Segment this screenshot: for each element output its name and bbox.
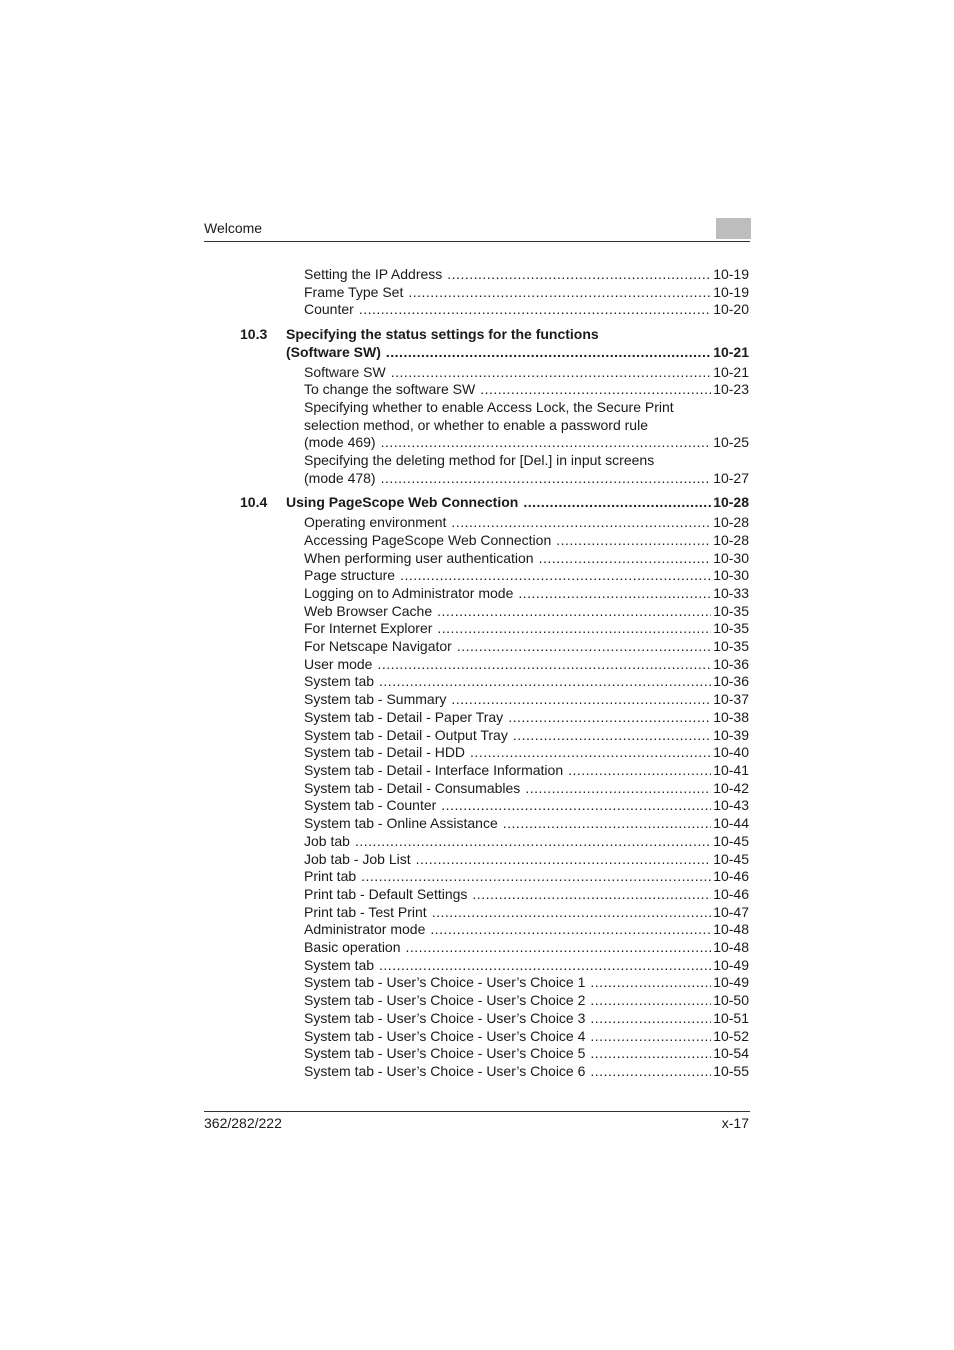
toc-entry-title: System tab - User’s Choice - User’s Choice 4 — [304, 1027, 586, 1044]
toc-page-number: 10-41 — [713, 761, 749, 778]
toc-entry[interactable] — [204, 974, 749, 992]
toc-page-number: 10-54 — [713, 1045, 749, 1062]
dot-leader — [590, 1045, 711, 1063]
toc-entry-title: Web Browser Cache — [304, 602, 433, 619]
toc-entry-title: System tab - User’s Choice - User’s Choice 5 — [304, 1045, 586, 1062]
toc-section-entry[interactable] — [204, 494, 749, 512]
toc-entry[interactable] — [204, 514, 749, 532]
toc-page-number: 10-36 — [713, 655, 749, 672]
toc-section-entry[interactable] — [204, 326, 749, 361]
toc-entry-title: System tab — [304, 956, 375, 973]
toc-entry-title: System tab - User’s Choice - User’s Choice 6 — [304, 1062, 586, 1079]
section-number: 10.3 — [240, 326, 268, 343]
toc-entry[interactable] — [204, 1028, 749, 1046]
toc-entry[interactable] — [204, 904, 749, 922]
toc-entry-title: System tab - Detail - Interface Information — [304, 761, 564, 778]
dot-leader — [472, 886, 711, 904]
dot-leader — [361, 868, 711, 886]
toc-page-number: 10-19 — [713, 283, 749, 300]
toc-entry[interactable] — [204, 381, 749, 399]
toc-entry[interactable] — [204, 1045, 749, 1063]
dot-leader — [539, 550, 712, 568]
dot-leader — [447, 266, 711, 284]
dot-leader — [451, 514, 711, 532]
dot-leader — [391, 364, 711, 382]
dot-leader — [437, 603, 711, 621]
toc-entry-title: System tab - Detail - Consumables — [304, 779, 521, 796]
toc-page-number: 10-28 — [713, 531, 749, 548]
toc-entry-title: System tab - Counter — [304, 797, 437, 814]
toc-entry[interactable] — [204, 886, 749, 904]
toc-page-number: 10-47 — [713, 903, 749, 920]
toc-entry[interactable] — [204, 550, 749, 568]
toc-page-number: 10-55 — [713, 1062, 749, 1079]
toc-entry-title: Job tab - Job List — [304, 850, 411, 867]
toc-entry-title: Accessing PageScope Web Connection — [304, 531, 552, 548]
toc-page-number: 10-30 — [713, 549, 749, 566]
toc-entry-title: System tab - Detail - Output Tray — [304, 726, 508, 743]
toc-entry-title: Using PageScope Web Connection — [286, 494, 519, 511]
toc-entry[interactable] — [204, 797, 749, 815]
toc-entry[interactable] — [204, 638, 749, 656]
toc-entry-title: When performing user authentication — [304, 549, 534, 566]
toc-entry-title-line: selection method, or whether to enable a password rule — [304, 416, 648, 433]
toc-entry-title: System tab - User’s Choice - User’s Choice 2 — [304, 992, 586, 1009]
toc-entry-title-line: Specifying whether to enable Access Lock, the Secure Print — [304, 398, 674, 415]
toc-entry[interactable] — [204, 780, 749, 798]
dot-leader — [590, 992, 711, 1010]
running-header-title: Welcome — [204, 220, 263, 236]
toc-page-number: 10-46 — [713, 868, 749, 885]
toc-entry[interactable] — [204, 851, 749, 869]
toc-entry-title: User mode — [304, 655, 373, 672]
dot-leader — [470, 744, 711, 762]
toc-page-number: 10-37 — [713, 691, 749, 708]
dot-leader — [359, 301, 711, 319]
toc-entry-title: System tab - User’s Choice - User’s Choice 3 — [304, 1009, 586, 1026]
toc-entry-title: Counter — [304, 301, 354, 318]
footer-model: 362/282/222 — [204, 1115, 282, 1131]
dot-leader — [590, 1010, 711, 1028]
toc-page-number: 10-51 — [713, 1009, 749, 1026]
dot-leader — [416, 851, 712, 869]
toc-entry[interactable] — [204, 532, 749, 550]
toc-page-number: 10-52 — [713, 1027, 749, 1044]
toc-page-number: 10-43 — [713, 797, 749, 814]
toc-entry[interactable] — [204, 603, 749, 621]
dot-leader — [590, 1063, 711, 1081]
toc-entry[interactable] — [204, 921, 749, 939]
toc-page-number: 10-35 — [713, 638, 749, 655]
toc-entry[interactable] — [204, 620, 749, 638]
toc-entry[interactable] — [204, 1063, 749, 1081]
toc-entry-title: Setting the IP Address — [304, 266, 443, 282]
toc-entry[interactable] — [204, 567, 749, 585]
header-tab-marker — [716, 218, 751, 239]
table-of-contents — [204, 266, 749, 1081]
toc-entry-title: (mode 469) — [304, 434, 376, 451]
dot-leader — [381, 470, 712, 488]
toc-entry[interactable] — [204, 266, 749, 284]
toc-page-number: 10-45 — [713, 832, 749, 849]
footer-page-number: x-17 — [721, 1115, 749, 1131]
toc-entry-title: Job tab — [304, 832, 350, 849]
toc-entry-title: System tab — [304, 673, 375, 690]
dot-leader — [430, 921, 711, 939]
toc-entry-title: (mode 478) — [304, 469, 376, 486]
toc-entry-title: Print tab - Default Settings — [304, 885, 468, 902]
dot-leader — [480, 381, 711, 399]
dot-leader — [379, 957, 711, 975]
toc-entry-title: Administrator mode — [304, 921, 426, 938]
toc-entry-title: For Netscape Navigator — [304, 638, 452, 655]
toc-entry[interactable] — [204, 744, 749, 762]
toc-page-number: 10-50 — [713, 992, 749, 1009]
toc-entry-title: To change the software SW — [304, 381, 476, 398]
toc-page-number: 10-39 — [713, 726, 749, 743]
toc-entry-title: Print tab — [304, 868, 357, 885]
toc-entry[interactable] — [204, 727, 749, 745]
dot-leader — [508, 709, 711, 727]
dot-leader — [441, 797, 711, 815]
toc-entry[interactable] — [204, 656, 749, 674]
toc-entry-title: Print tab - Test Print — [304, 903, 427, 920]
dot-leader — [437, 620, 711, 638]
dot-leader — [451, 691, 711, 709]
toc-entry[interactable] — [204, 364, 749, 382]
toc-entry[interactable] — [204, 691, 749, 709]
toc-entry[interactable] — [204, 868, 749, 886]
toc-entry-title: System tab - User’s Choice - User’s Choice 1 — [304, 974, 586, 991]
toc-entry[interactable] — [204, 284, 749, 302]
toc-page-number: 10-28 — [713, 514, 749, 531]
toc-entry[interactable] — [204, 673, 749, 691]
toc-entry-title-line: Specifying the deleting method for [Del.] in input screens — [304, 452, 655, 469]
dot-leader — [518, 585, 711, 603]
toc-page-number: 10-21 — [713, 343, 749, 360]
header-divider — [204, 241, 750, 242]
toc-entry[interactable] — [204, 399, 749, 452]
toc-page-number: 10-49 — [713, 956, 749, 973]
toc-entry-title-line: Specifying the status settings for the functions — [286, 326, 599, 343]
toc-page-number: 10-48 — [713, 921, 749, 938]
toc-page-number: 10-23 — [713, 381, 749, 398]
dot-leader — [525, 780, 711, 798]
toc-page-number: 10-35 — [713, 620, 749, 637]
dot-leader — [355, 833, 711, 851]
dot-leader — [379, 673, 711, 691]
toc-page-number: 10-42 — [713, 779, 749, 796]
toc-entry[interactable] — [204, 585, 749, 603]
toc-entry[interactable] — [204, 992, 749, 1010]
toc-page-number: 10-38 — [713, 708, 749, 725]
toc-entry-title: Frame Type Set — [304, 283, 404, 300]
toc-page-number: 10-49 — [713, 974, 749, 991]
toc-entry-title: For Internet Explorer — [304, 620, 433, 637]
dot-leader — [503, 815, 711, 833]
toc-entry-title: System tab - Summary — [304, 691, 447, 708]
toc-page-number: 10-40 — [713, 744, 749, 761]
toc-entry[interactable] — [204, 301, 749, 319]
toc-entry[interactable] — [204, 833, 749, 851]
toc-page-number: 10-48 — [713, 939, 749, 956]
dot-leader — [590, 1028, 711, 1046]
toc-page-number: 10-27 — [713, 469, 749, 486]
toc-entry[interactable] — [204, 815, 749, 833]
toc-page-number: 10-35 — [713, 602, 749, 619]
dot-leader — [513, 727, 711, 745]
dot-leader — [457, 638, 711, 656]
dot-leader — [400, 567, 711, 585]
toc-entry-title: System tab - Detail - HDD — [304, 744, 466, 761]
toc-page-number: 10-44 — [713, 815, 749, 832]
dot-leader — [377, 656, 711, 674]
dot-leader — [590, 974, 711, 992]
toc-entry-title: Page structure — [304, 567, 396, 584]
toc-page-number: 10-36 — [713, 673, 749, 690]
toc-page-number: 10-33 — [713, 584, 749, 601]
toc-entry-title: Logging on to Administrator mode — [304, 584, 514, 601]
dot-leader — [406, 939, 712, 957]
toc-entry-title: (Software SW) — [286, 343, 381, 360]
toc-entry-title: System tab - Online Assistance — [304, 815, 498, 832]
toc-entry-title: Operating environment — [304, 514, 447, 531]
toc-entry[interactable] — [204, 957, 749, 975]
toc-page-number: 10-46 — [713, 885, 749, 902]
dot-leader — [556, 532, 711, 550]
toc-page-number: 10-28 — [713, 494, 749, 511]
toc-entry-title: System tab - Detail - Paper Tray — [304, 708, 504, 725]
toc-entry[interactable] — [204, 452, 749, 487]
dot-leader — [568, 762, 711, 780]
toc-entry-title: Software SW — [304, 363, 386, 380]
toc-page-number: 10-21 — [713, 363, 749, 380]
footer-divider — [204, 1111, 750, 1112]
toc-page-number: 10-19 — [713, 266, 749, 282]
toc-entry[interactable] — [204, 762, 749, 780]
toc-page-number: 10-30 — [713, 567, 749, 584]
toc-entry[interactable] — [204, 1010, 749, 1028]
toc-page-number: 10-20 — [713, 301, 749, 318]
toc-entry[interactable] — [204, 939, 749, 957]
toc-page-number: 10-25 — [713, 434, 749, 451]
toc-entry-title: Basic operation — [304, 939, 401, 956]
dot-leader — [523, 494, 711, 512]
dot-leader — [432, 904, 712, 922]
dot-leader — [381, 434, 712, 452]
section-number: 10.4 — [240, 494, 268, 511]
dot-leader — [408, 284, 711, 302]
toc-entry[interactable] — [204, 709, 749, 727]
dot-leader — [386, 344, 711, 362]
toc-page-number: 10-45 — [713, 850, 749, 867]
